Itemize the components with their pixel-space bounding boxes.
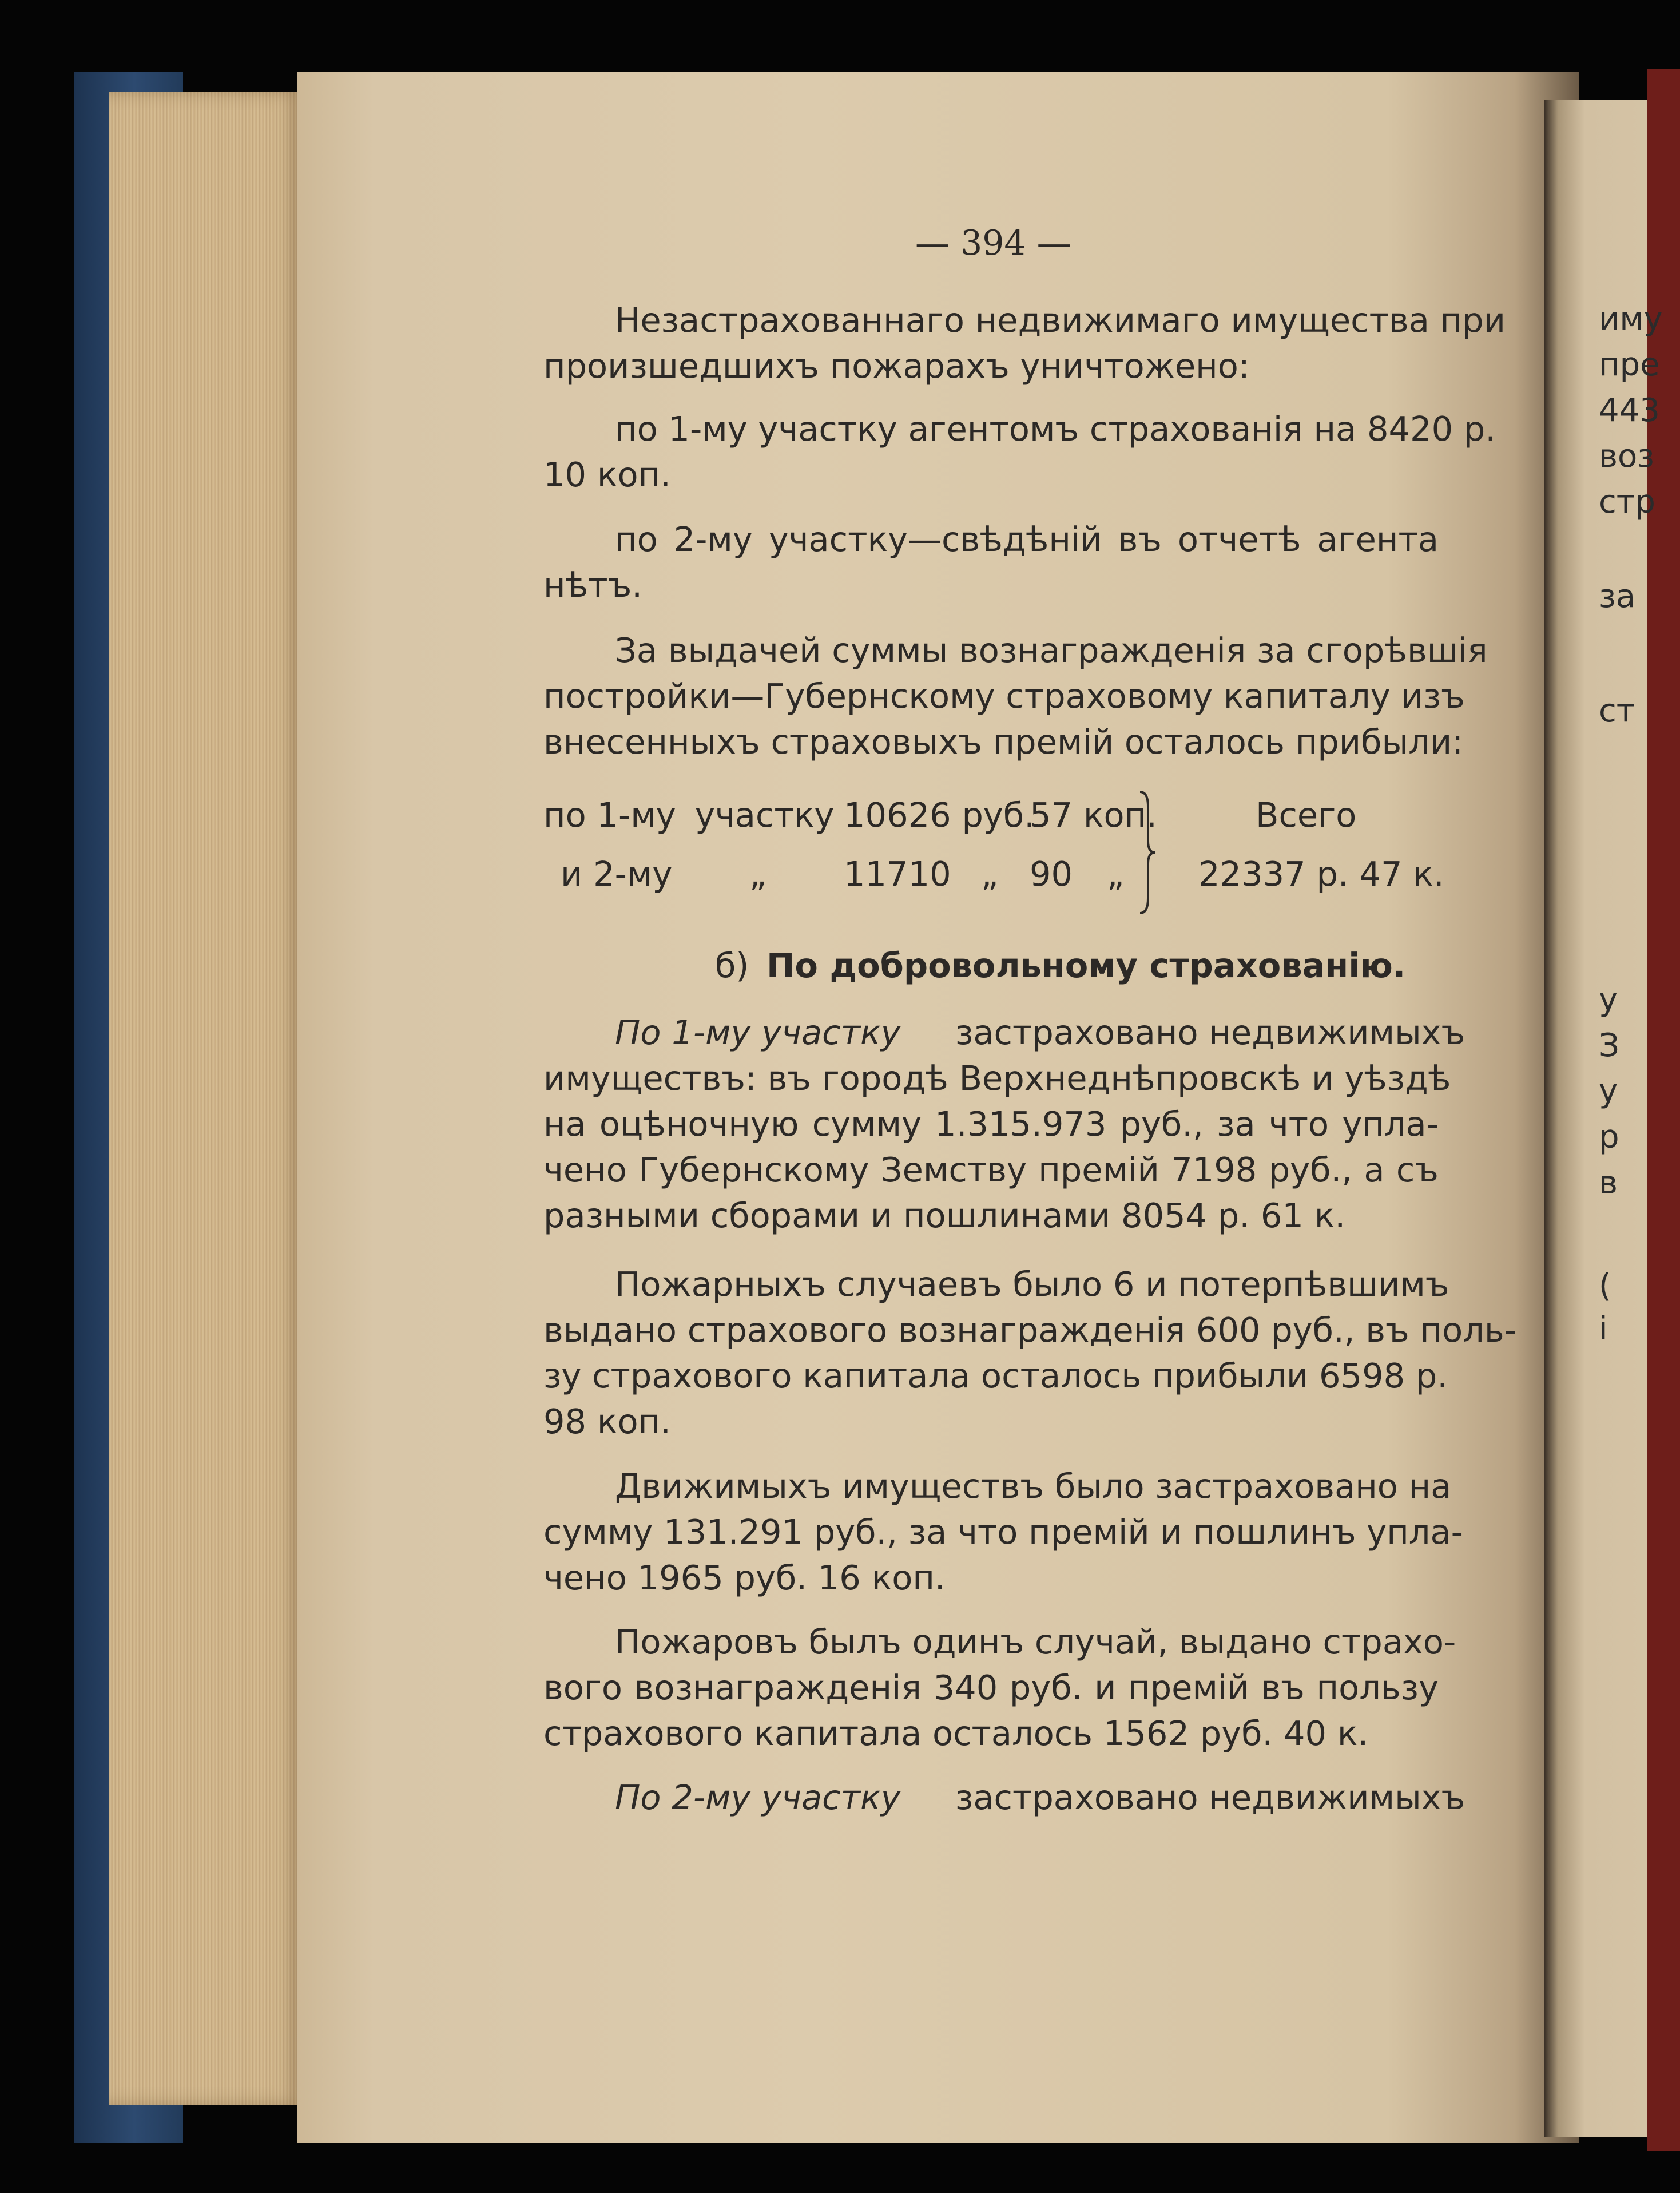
- facing-line: і: [1599, 1310, 1608, 1347]
- summary-row-amount: 11710: [844, 854, 951, 894]
- text-line: постройки—Губернскому страховому капиталу изъ: [543, 676, 1465, 716]
- text-line: на оцѣночную сумму 1.315.973 руб., за что упла-: [543, 1104, 1439, 1144]
- text-line: по 2-му участку—свѣдѣній въ отчетѣ агента: [615, 520, 1439, 559]
- text-line: За выдачей суммы вознагражденія за сгорѣвшія: [615, 630, 1488, 670]
- facing-line: (: [1599, 1267, 1611, 1304]
- summary-row-amount: 10626 руб.: [844, 795, 1035, 835]
- text-line: 10 коп.: [543, 455, 671, 494]
- text-line: чено 1965 руб. 16 коп.: [543, 1558, 946, 1597]
- text-line: внесенныхъ страховыхъ премій осталось прибыли:: [543, 722, 1464, 762]
- text-line: Пожаровъ былъ одинъ случай, выдано страхо-: [615, 1622, 1456, 1661]
- facing-line: у: [1599, 1073, 1618, 1110]
- summary-row-label: по 1-му: [543, 795, 676, 835]
- text-line: Пожарныхъ случаевъ было 6 и потерпѣвшимъ: [615, 1264, 1449, 1304]
- facing-line: воз: [1599, 438, 1655, 475]
- summary-row-kop: 90: [1030, 854, 1073, 894]
- brace-icon: [1135, 790, 1158, 915]
- text-line: зу страхового капитала осталось прибыли 6598 р.: [543, 1356, 1448, 1395]
- facing-line: пре: [1599, 346, 1660, 383]
- summary-row-kop-unit: „: [1107, 854, 1125, 894]
- facing-line: у: [1599, 981, 1618, 1018]
- facing-line: З: [1599, 1027, 1619, 1064]
- italic-lead: По 1-му участку: [615, 1013, 901, 1052]
- summary-row-kop: 57 коп.: [1030, 795, 1157, 835]
- italic-lead: По 2-му участку: [615, 1778, 901, 1817]
- summary-row-unit: участку: [695, 795, 835, 835]
- facing-line: 443: [1599, 392, 1660, 429]
- text-line: Движимыхъ имуществъ было застраховано на: [615, 1466, 1452, 1506]
- text-line: 98 коп.: [543, 1402, 671, 1441]
- text-line: сумму 131.291 руб., за что премій и пошлинъ упла-: [543, 1512, 1463, 1552]
- summary-row-label: и 2-му: [561, 854, 673, 894]
- summary-row-rub: „: [981, 854, 999, 894]
- text-line: страхового капитала осталось 1562 руб. 40 к.: [543, 1714, 1369, 1753]
- text-line: произшедшихъ пожарахъ уничтожено:: [543, 346, 1250, 386]
- facing-line: стр: [1599, 483, 1655, 521]
- text-line: вого вознагражденія 340 руб. и премій въ пользу: [543, 1668, 1439, 1707]
- text-line: разными сборами и пошлинами 8054 р. 61 к.: [543, 1196, 1346, 1235]
- text-line: чено Губернскому Земству премій 7198 руб., а съ: [543, 1150, 1439, 1189]
- summary-total: 22337 р. 47 к.: [1198, 854, 1444, 894]
- text-line: Незастрахованнаго недвижимаго имущества при: [615, 300, 1506, 340]
- facing-line: за: [1599, 578, 1636, 615]
- page-number: — 394 —: [915, 223, 1071, 263]
- summary-row-unit: „: [749, 854, 767, 894]
- page-edges: [109, 92, 303, 2105]
- facing-line: р: [1599, 1119, 1619, 1156]
- text-line: выдано страхового вознагражденія 600 руб., въ поль-: [543, 1310, 1516, 1350]
- text-line: застраховано недвижимыхъ: [955, 1013, 1465, 1052]
- facing-line: ст: [1599, 692, 1635, 729]
- section-prefix: б): [715, 946, 749, 985]
- facing-line: в: [1599, 1164, 1618, 1201]
- text-line: по 1-му участку агентомъ страхованія на 8420 р.: [615, 409, 1496, 449]
- section-heading: По добровольному страхованію.: [766, 946, 1406, 985]
- summary-total-label: Всего: [1256, 795, 1357, 835]
- text-line: застраховано недвижимыхъ: [955, 1778, 1465, 1817]
- facing-line: иму: [1599, 300, 1663, 338]
- text-line: имуществъ: въ городѣ Верхнеднѣпровскѣ и уѣздѣ: [543, 1058, 1451, 1098]
- text-line: нѣтъ.: [543, 565, 643, 605]
